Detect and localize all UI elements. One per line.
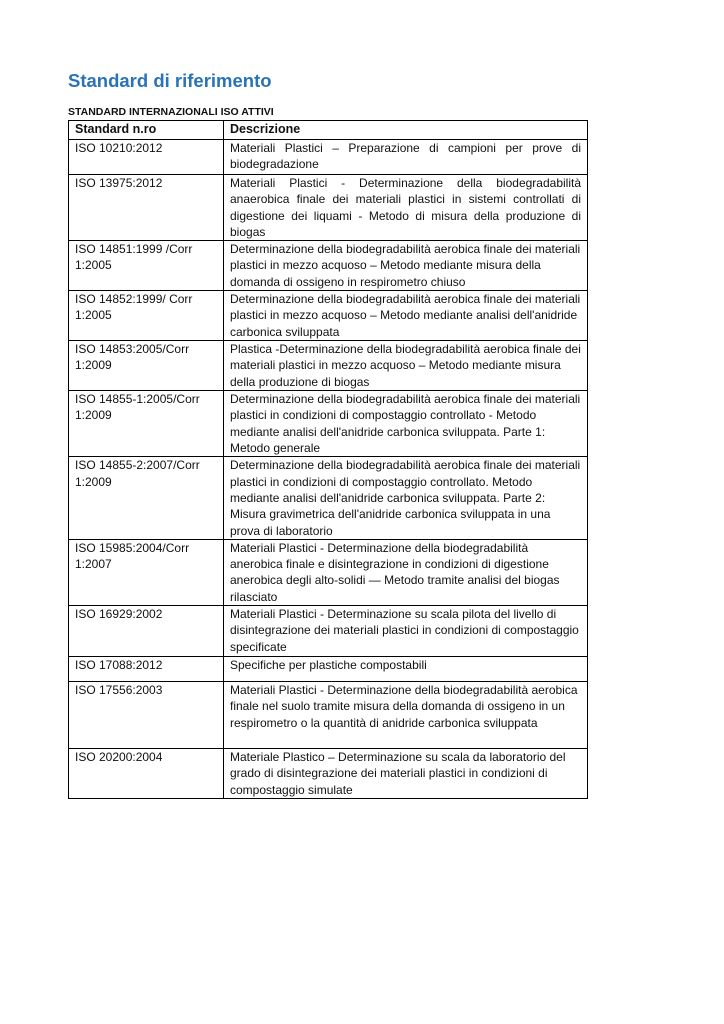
description-cell: Determinazione della biodegradabilità aerobica finale dei materiali plastici in mezzo acquoso – Metodo mediante analisi dell'anidride carbonica sviluppata	[224, 291, 588, 341]
table-row	[69, 682, 588, 749]
standard-number-cell: ISO 14851:1999 /Corr 1:2005	[69, 241, 224, 291]
table-row	[69, 606, 588, 657]
standard-number-cell: ISO 10210:2012	[69, 140, 224, 175]
standard-number-cell: ISO 16929:2002	[69, 606, 224, 657]
description-cell: Determinazione della biodegradabilità aerobica finale dei materiali plastici in condizioni di compostaggio controllato. Metodo mediante analisi dell'anidride carbonica sviluppata. Parte 2: Misura gravimetrica dell'anidride carbonica sviluppata in una prova di laboratorio	[224, 457, 588, 539]
standard-number-cell: ISO 14852:1999/ Corr 1:2005	[69, 291, 224, 341]
table-row	[69, 457, 588, 539]
table-row	[69, 291, 588, 341]
page-title: Standard di riferimento	[68, 70, 272, 91]
table-row	[69, 657, 588, 682]
standard-number-cell: ISO 13975:2012	[69, 175, 224, 241]
table-row	[69, 391, 588, 457]
section-heading: STANDARD INTERNAZIONALI ISO ATTIVI	[68, 106, 274, 118]
iso-standards-table	[68, 120, 588, 799]
standard-number-cell: ISO 20200:2004	[69, 749, 224, 799]
standard-number-cell: ISO 17088:2012	[69, 657, 224, 682]
description-cell: Materiali Plastici - Determinazione della biodegradabilità aerobica finale nel suolo tramite misura della domanda di ossigeno in un respirometro o la quantità di anidride carbonica sviluppata	[224, 682, 588, 749]
description-cell: Determinazione della biodegradabilità aerobica finale dei materiali plastici in mezzo acquoso – Metodo mediante misura della domanda di ossigeno in respirometro chiuso	[224, 241, 588, 291]
description-cell: Materiali Plastici - Determinazione della biodegradabilità anerobica finale e disintegrazione in condizioni di digestione anerobica degli alto-solidi — Metodo tramite analisi del biogas rilasciato	[224, 539, 588, 605]
table-row	[69, 140, 588, 175]
standard-number-cell: ISO 14855-2:2007/Corr 1:2009	[69, 457, 224, 539]
column-header-standard: Standard n.ro	[69, 121, 224, 140]
table-row	[69, 175, 588, 241]
description-cell: Materiali Plastici - Determinazione su scala pilota del livello di disintegrazione dei materiali plastici in condizioni di compostaggio specificate	[224, 606, 588, 657]
table-row	[69, 749, 588, 799]
description-cell: Materiali Plastici - Determinazione della biodegradabilità anaerobica finale dei materiali plastici in sistemi controllati di digestione dei liquami - Metodo di misura della produzione di biogas	[224, 175, 588, 241]
table-row	[69, 241, 588, 291]
description-cell: Specifiche per plastiche compostabili	[224, 657, 588, 682]
description-cell: Plastica -Determinazione della biodegradabilità aerobica finale dei materiali plastici in mezzo acquoso – Metodo mediante misura della produzione di biogas	[224, 341, 588, 391]
table-row	[69, 539, 588, 605]
standard-number-cell: ISO 14853:2005/Corr 1:2009	[69, 341, 224, 391]
table-header-row	[69, 121, 588, 140]
column-header-description: Descrizione	[224, 121, 588, 140]
description-cell: Materiale Plastico – Determinazione su scala da laboratorio del grado di disintegrazione dei materiali plastici in condizioni di compostaggio simulate	[224, 749, 588, 799]
standard-number-cell: ISO 15985:2004/Corr 1:2007	[69, 539, 224, 605]
table-row	[69, 341, 588, 391]
standard-number-cell: ISO 14855-1:2005/Corr 1:2009	[69, 391, 224, 457]
description-cell: Determinazione della biodegradabilità aerobica finale dei materiali plastici in condizioni di compostaggio controllato - Metodo mediante analisi dell'anidride carbonica sviluppata. Parte 1: Metodo generale	[224, 391, 588, 457]
description-cell: Materiali Plastici – Preparazione di campioni per prove di biodegradazione	[224, 140, 588, 175]
standard-number-cell: ISO 17556:2003	[69, 682, 224, 749]
